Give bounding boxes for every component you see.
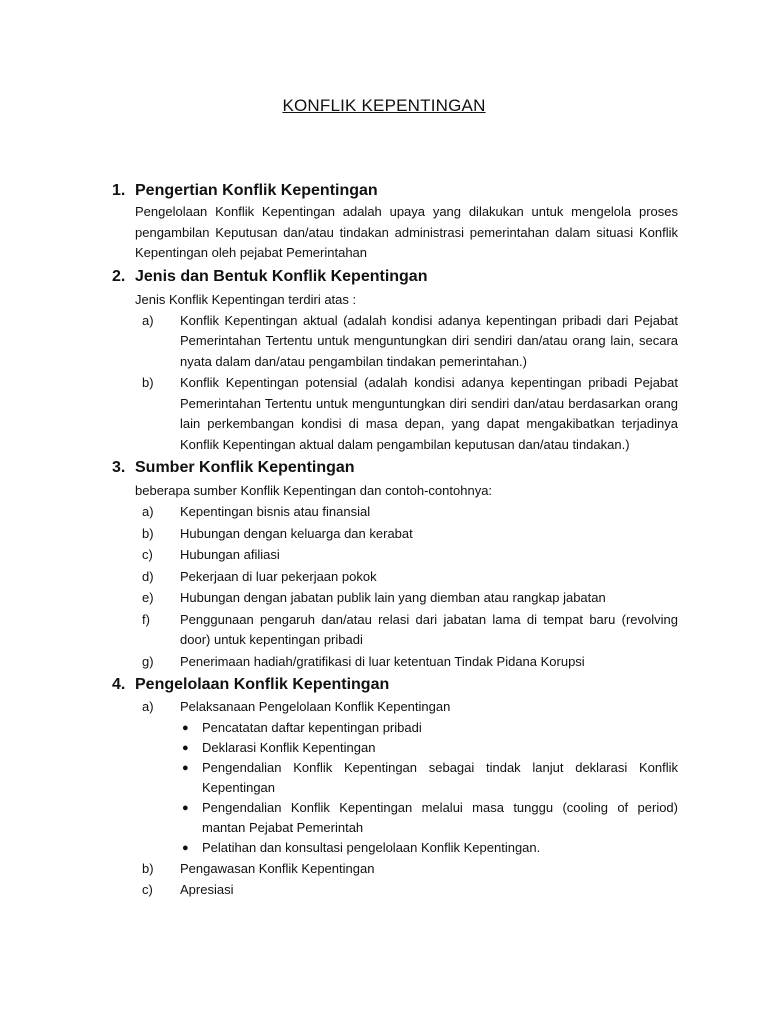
section-number: 4. [112, 676, 126, 693]
list-item-label: c) [142, 547, 153, 562]
list-item [142, 311, 678, 373]
bullet-icon: ● [182, 841, 189, 854]
bullet-icon: ● [182, 761, 189, 774]
list-item-label: a) [142, 699, 154, 714]
list-item-label: f) [142, 611, 150, 627]
list-item-text: Pekerjaan di luar pekerjaan pokok [180, 568, 377, 584]
list-item [142, 545, 678, 566]
list-item-label: a) [142, 312, 154, 328]
section-1-heading [112, 180, 678, 202]
list-item-text: Hubungan dengan keluarga dan kerabat [180, 525, 413, 541]
list-item-text: Hubungan afiliasi [180, 547, 280, 562]
list-item-text: Pelaksanaan Pengelolaan Konflik Kepentingan [180, 699, 451, 714]
list-item [142, 588, 678, 609]
list-item-label: e) [142, 590, 154, 605]
bullet-text: Deklarasi Konflik Kepentingan [202, 739, 376, 755]
section-3-list [142, 502, 678, 672]
list-item-text: Penerimaan hadiah/gratifikasi di luar ketentuan Tindak Pidana Korupsi [180, 653, 585, 669]
list-item-label: b) [142, 525, 154, 541]
section-number: 3. [112, 459, 126, 476]
section-title: Sumber Konflik Kepentingan [135, 459, 355, 476]
bullet-text: Pengendalian Konflik Kepentingan sebagai tindak lanjut deklarasi Konflik Kepentingan [202, 759, 678, 795]
section-title: Pengelolaan Konflik Kepentingan [135, 676, 390, 693]
bullet-item [176, 758, 678, 798]
list-item [142, 652, 678, 673]
list-item-text: Konflik Kepentingan aktual (adalah kondisi adanya kepentingan pribadi dari Pejabat Pemerintahan Tertentu untuk menguntungkan diri sendiri dan/atau orang lain, secara nyata dalam dan/atau pengambilan tindakan pemerintahan.) [180, 312, 678, 369]
list-item-label: b) [142, 860, 154, 876]
list-item-text: Apresiasi [180, 882, 234, 897]
list-item-label: b) [142, 375, 154, 390]
bullet-text: Pencatatan daftar kepentingan pribadi [202, 719, 422, 735]
list-item-text: Penggunaan pengaruh dan/atau relasi dari jabatan lama di tempat baru (revolving door) untuk kepentingan pribadi [180, 611, 678, 647]
list-item [142, 610, 678, 651]
section-number: 2. [112, 267, 126, 285]
list-item-label: g) [142, 653, 154, 669]
bullet-text: Pengendalian Konflik Kepentingan melalui masa tunggu (cooling of period) mantan Pejabat Pemerintah [202, 799, 678, 835]
bullet-item [176, 718, 678, 738]
section-4-bullets [176, 718, 678, 858]
list-item [142, 880, 678, 901]
list-item-label: c) [142, 882, 153, 897]
bullet-icon: ● [182, 721, 189, 734]
section-number: 1. [112, 182, 126, 199]
section-3-intro: beberapa sumber Konflik Kepentingan dan contoh-contohnya: [135, 483, 493, 498]
section-4-list-continued [142, 859, 678, 901]
bullet-item [176, 798, 678, 838]
section-4-heading [112, 674, 678, 696]
document-title: KONFLIK KEPENTINGAN [282, 96, 486, 115]
list-item [142, 567, 678, 588]
section-4-list [142, 697, 678, 718]
bullet-text: Pelatihan dan konsultasi pengelolaan Konflik Kepentingan. [202, 839, 541, 855]
list-item-label: a) [142, 504, 154, 519]
list-item [142, 524, 678, 545]
list-item-label: d) [142, 568, 154, 584]
section-2-heading [112, 266, 678, 288]
section-1-paragraph: Pengelolaan Konflik Kepentingan adalah upaya yang dilakukan untuk mengelola proses pengambilan Keputusan dan/atau tindakan administrasi pemerintahan dalam situasi Konflik Kepentingan oleh pejabat Pemerintahan [135, 204, 678, 260]
document-content [112, 178, 678, 901]
list-item [142, 859, 678, 880]
section-3-heading [112, 457, 678, 479]
list-item [142, 502, 678, 523]
list-item-text: Konflik Kepentingan potensial (adalah kondisi adanya kepentingan pribadi Pejabat Pemerintahan Tertentu untuk menguntungkan diri sendiri dan/atau berdasarkan orang lain perkembangan kondisi di masa depan, yang dapat mengakibatkan terjadinya Konflik Kepentingan aktual dalam pengambilan keputusan dan/atau tindakan.) [180, 375, 678, 452]
section-2-list [142, 311, 678, 456]
list-item [142, 373, 678, 455]
list-item-text: Pengawasan Konflik Kepentingan [180, 860, 375, 876]
section-title: Pengertian Konflik Kepentingan [135, 182, 378, 199]
section-2-intro: Jenis Konflik Kepentingan terdiri atas : [135, 291, 357, 307]
list-item [142, 697, 678, 718]
list-item-text: Hubungan dengan jabatan publik lain yang diemban atau rangkap jabatan [180, 590, 606, 605]
list-item-text: Kepentingan bisnis atau finansial [180, 504, 371, 519]
bullet-item [176, 738, 678, 758]
bullet-icon: ● [182, 741, 189, 754]
bullet-item [176, 838, 678, 858]
section-title: Jenis dan Bentuk Konflik Kepentingan [135, 267, 428, 285]
bullet-icon: ● [182, 801, 189, 814]
